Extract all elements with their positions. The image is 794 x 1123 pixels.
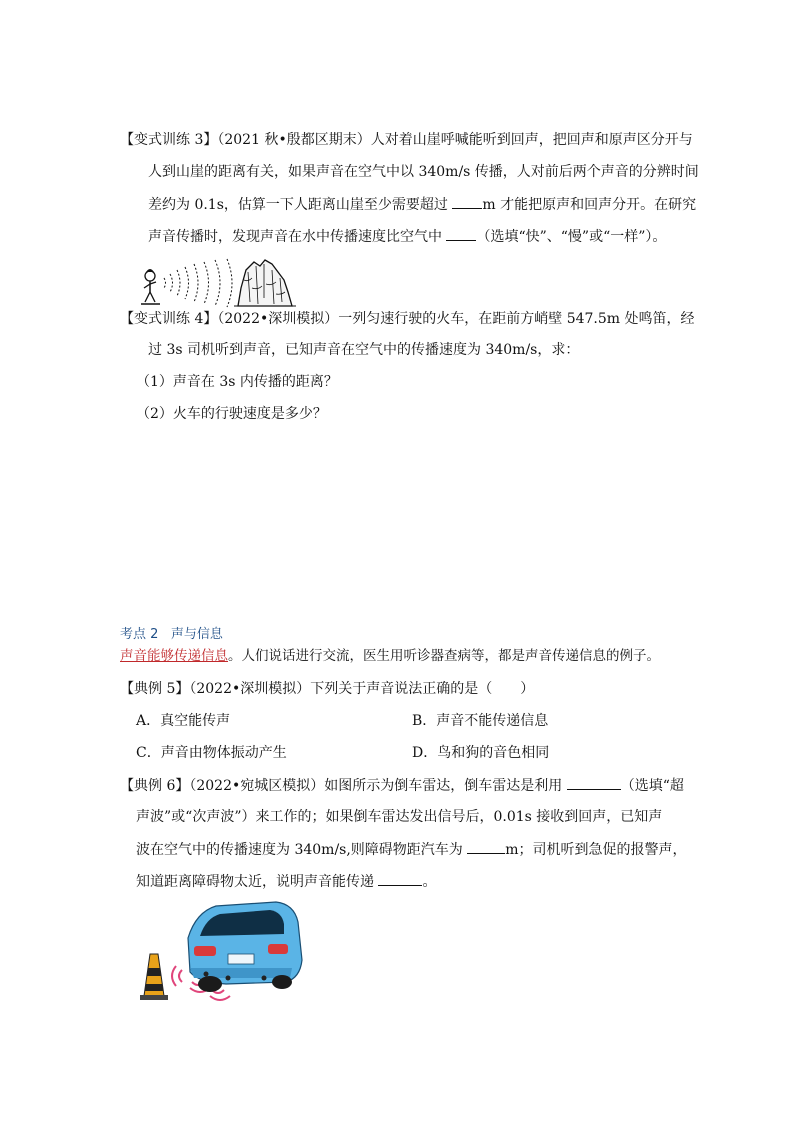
ex3-line-4	[148, 226, 666, 247]
ex3-source: （2021 秋•殷都区期末）	[217, 132, 371, 148]
ex6-answer-blank-1[interactable]	[567, 775, 621, 790]
ex5-line-1	[120, 679, 534, 699]
ex5-question: 下列关于声音说法正确的是（ ）	[310, 681, 535, 697]
ex3-tag: 【变式训练 3】	[120, 132, 218, 148]
ex6-line-4	[136, 871, 436, 892]
ex3-line-3	[148, 194, 696, 215]
section-title: 声与信息	[170, 627, 223, 642]
ex4-text: 一列匀速行驶的火车，在距前方峭壁 547.5m 处鸣笛，经	[338, 311, 695, 327]
ex3-text: m 才能把原声和回声分开。在研究	[482, 197, 697, 213]
ex3-text: 差约为 0.1s，估算一下人距离山崖至少需要超过	[148, 197, 453, 213]
section-heading	[120, 623, 223, 642]
ex3-text: （选填“快”、“慢”或“一样”）。	[476, 229, 667, 245]
ex6-text: 。	[422, 874, 437, 890]
ex5-tag: 【典例 5】	[120, 681, 190, 697]
sound-wave-icon	[164, 259, 232, 307]
ex5-option-c[interactable]: C．声音由物体振动产生	[136, 745, 287, 761]
ex4-question-2: （2）火车的行驶速度是多少？	[136, 406, 327, 422]
cliff-icon	[234, 260, 296, 306]
ex6-text: 波在空气中的传播速度为 340m/s,则障碍物距汽车为	[136, 842, 468, 858]
traffic-cone-icon	[140, 954, 168, 1000]
ex3-text: 声音传播时，发现声音在水中传播速度比空气中	[148, 229, 447, 245]
ex6-text: 知道距离障碍物太近，说明声音能传递	[136, 874, 379, 890]
ex4-question-1: （1）声音在 3s 内传播的距离？	[136, 374, 338, 390]
section-summary	[120, 646, 660, 666]
ex4-line-2: 过 3s 司机听到声音，已知声音在空气中的传播速度为 340m/s，求：	[148, 342, 580, 358]
section-label: 考点 2	[120, 627, 159, 642]
ex6-text: m；司机听到急促的报警声，	[505, 842, 687, 858]
ex6-answer-blank-2[interactable]	[467, 839, 505, 854]
ex5-option-d[interactable]: D．鸟和狗的音色相同	[412, 745, 550, 761]
ex5-source: （2022•深圳模拟）	[189, 681, 311, 697]
ex6-source: （2022•宛城区模拟）	[189, 778, 325, 794]
ex4-tag: 【变式训练 4】	[120, 311, 218, 327]
ex6-tag: 【典例 6】	[120, 778, 190, 794]
person-icon	[141, 269, 160, 304]
section-highlight: 声音能够传递信息	[120, 648, 228, 664]
ex6-text: （选填“超	[620, 778, 684, 794]
ex6-line-1	[120, 775, 684, 796]
ex5-option-b[interactable]: B．声音不能传递信息	[412, 713, 549, 729]
ex3-line-1	[120, 130, 693, 150]
reversing-radar-illustration	[136, 898, 306, 1008]
ex3-answer-blank-2[interactable]	[446, 226, 476, 241]
ex4-line-1	[120, 309, 695, 329]
ex3-answer-blank-1[interactable]	[452, 194, 482, 209]
person-cliff-echo-illustration	[138, 258, 298, 310]
ex4-source: （2022•深圳模拟）	[217, 311, 339, 327]
ex6-line-2: 声波”或“次声波”）来工作的；如果倒车雷达发出信号后，0.01s 接收到回声，已知声	[136, 809, 663, 825]
car-icon	[188, 902, 302, 992]
section-summary-text: 。人们说话进行交流，医生用听诊器查病等，都是声音传递信息的例子。	[228, 648, 660, 664]
ex6-text: 如图所示为倒车雷达，倒车雷达是利用	[324, 778, 567, 794]
ex6-line-3	[136, 839, 687, 860]
ex3-line-2: 人到山崖的距离有关，如果声音在空气中以 340m/s 传播，人对前后两个声音的分辨时间	[148, 164, 699, 180]
ex3-text: 人对着山崖呼喊能听到回声，把回声和原声区分开与	[370, 132, 693, 148]
ex5-option-a[interactable]: A．真空能传声	[136, 713, 231, 729]
ex6-answer-blank-3[interactable]	[378, 871, 422, 886]
